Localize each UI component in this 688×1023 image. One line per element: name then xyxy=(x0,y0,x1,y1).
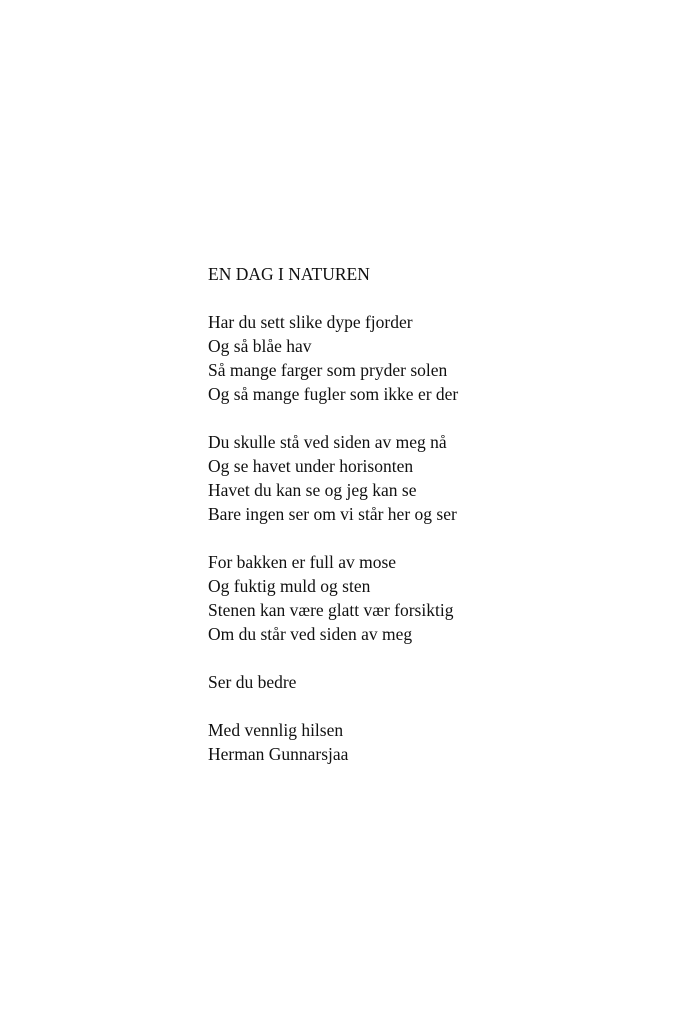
poem-line: Så mange farger som pryder solen xyxy=(208,360,448,380)
poem-line: Ser du bedre xyxy=(208,672,297,692)
signature-name: Herman Gunnarsjaa xyxy=(208,744,349,764)
stanza-gap xyxy=(208,526,648,550)
poem-line: Og så mange fugler som ikke er der xyxy=(208,384,459,404)
poem-line: Har du sett slike dype fjorder xyxy=(208,312,413,332)
stanza-gap xyxy=(208,286,648,310)
poem-line: For bakken er full av mose xyxy=(208,552,397,572)
poem-line: Og se havet under horisonten xyxy=(208,456,414,476)
stanza-3 xyxy=(208,550,648,646)
poem-line: Og fuktig muld og sten xyxy=(208,576,371,596)
poem xyxy=(208,262,648,766)
stanza-gap xyxy=(208,694,648,718)
stanza-gap xyxy=(208,406,648,430)
poem-line: Bare ingen ser om vi står her og ser xyxy=(208,504,457,524)
poem-line: Havet du kan se og jeg kan se xyxy=(208,480,417,500)
stanza-2 xyxy=(208,430,648,526)
stanza-4 xyxy=(208,670,648,694)
stanza-gap xyxy=(208,646,648,670)
poem-line: Stenen kan være glatt vær forsiktig xyxy=(208,600,454,620)
stanza-1 xyxy=(208,310,648,406)
poem-line: Om du står ved siden av meg xyxy=(208,624,413,644)
poem-line: Og så blåe hav xyxy=(208,336,312,356)
poem-title: EN DAG I NATUREN xyxy=(208,264,370,284)
poem-line: Du skulle stå ved siden av meg nå xyxy=(208,432,447,452)
closing-greeting: Med vennlig hilsen xyxy=(208,720,344,740)
